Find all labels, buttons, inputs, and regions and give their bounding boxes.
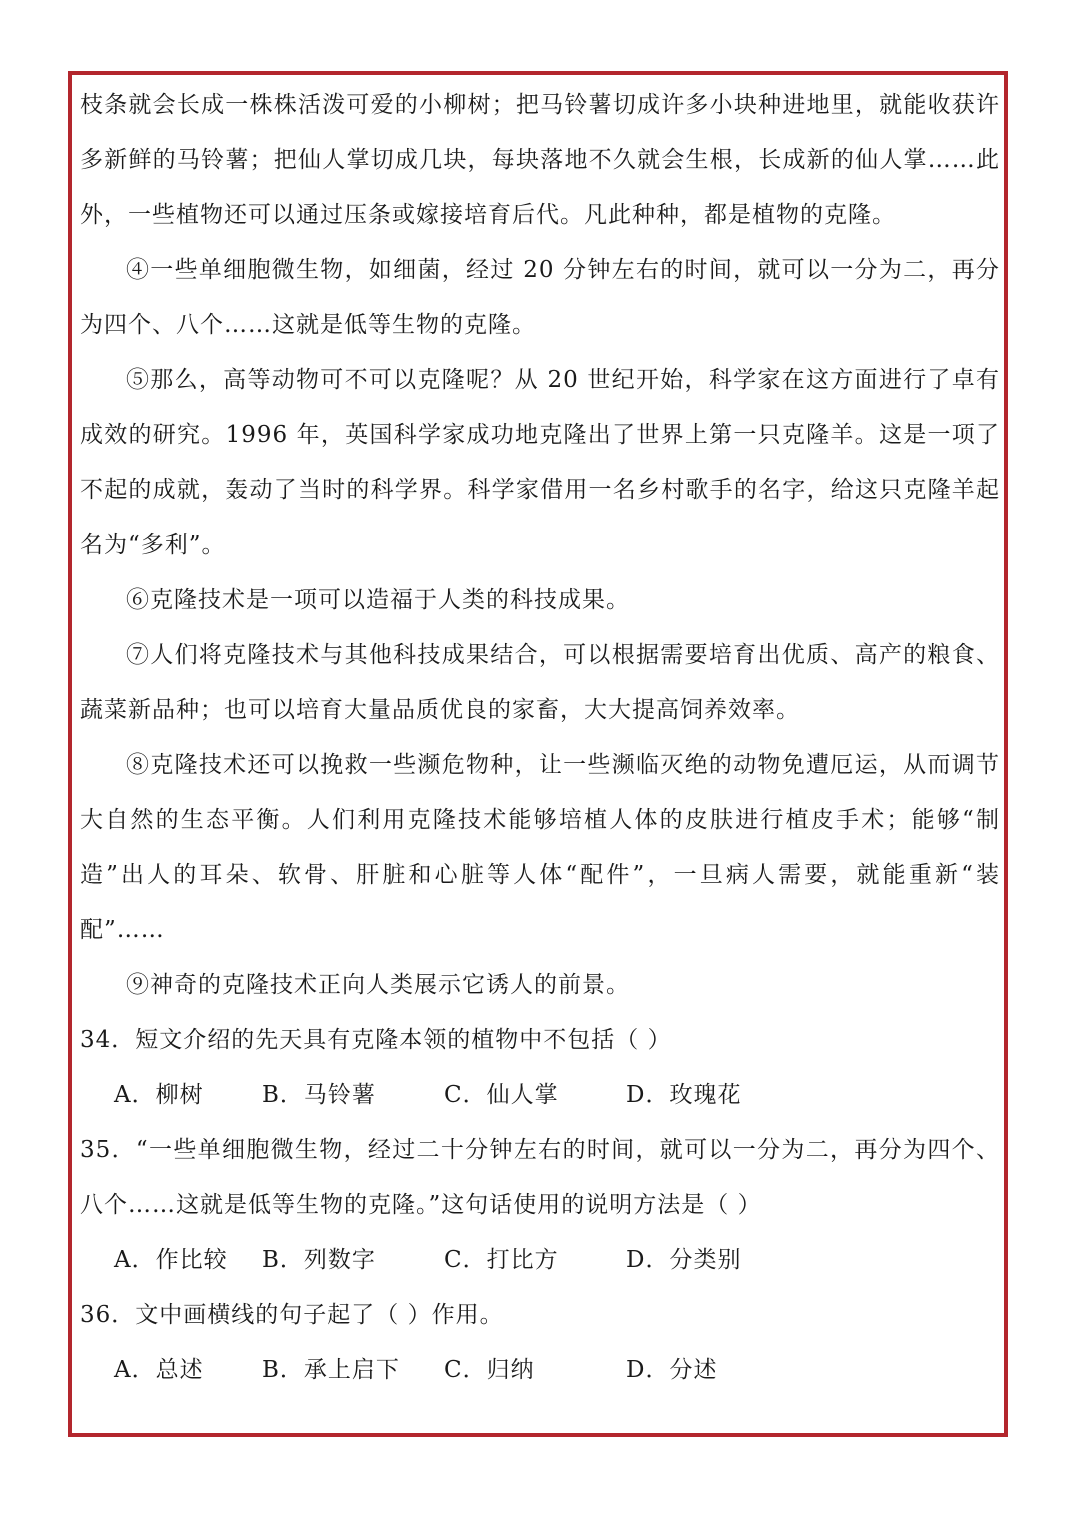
passage-paragraph-9: ⑨神奇的克隆技术正向人类展示它诱人的前景。 — [126, 972, 630, 998]
passage-paragraph-continued: 枝条就会长成一株株活泼可爱的小柳树；把马铃薯切成许多小块种进地里，就能收获许多新鲜的马铃薯；把仙人掌切成几块，每块落地不久就会生根，长成新的仙人掌……此外，一些植物还可以通过压条或嫁接培育后代。凡此种种，都是植物的克隆。 — [80, 92, 1000, 228]
passage-paragraph-8: ⑧克隆技术还可以挽救一些濒危物种，让一些濒临灭绝的动物免遭厄运，从而调节大自然的生态平衡。人们利用克隆技术能够培植人体的皮肤进行植皮手术；能够“制造”出人的耳朵、软骨、肝脏和心脏等人体“配件”，一旦病人需要，就能重新“装配”…… — [80, 752, 1000, 943]
question-35-options — [80, 1233, 1000, 1288]
question-34-option-d: D．玫瑰花 — [626, 1082, 742, 1108]
question-35-option-a: A．作比较 — [114, 1247, 228, 1273]
document-body — [80, 78, 1000, 1398]
question-34-option-a: A．柳树 — [114, 1082, 204, 1108]
question-36-option-a: A．总述 — [114, 1357, 204, 1383]
passage-paragraph-4: ④一些单细胞微生物，如细菌，经过 20 分钟左右的时间，就可以一分为二，再分为四个、八个……这就是低等生物的克隆。 — [80, 257, 1000, 338]
passage-paragraph-7: ⑦人们将克隆技术与其他科技成果结合，可以根据需要培育出优质、高产的粮食、蔬菜新品种；也可以培育大量品质优良的家畜，大大提高饲养效率。 — [80, 642, 1000, 723]
question-36-stem: 36．文中画横线的句子起了（ ）作用。 — [80, 1302, 504, 1328]
question-36-option-b: B．承上启下 — [262, 1357, 400, 1383]
question-34-stem: 34．短文介绍的先天具有克隆本领的植物中不包括（ ） — [80, 1027, 672, 1053]
question-35-option-b: B．列数字 — [262, 1247, 376, 1273]
question-34-options — [80, 1068, 1000, 1123]
question-36-option-c: C．归纳 — [444, 1357, 535, 1383]
question-35-stem: 35．“一些单细胞微生物，经过二十分钟左右的时间，就可以一分为二，再分为四个、八个……这就是低等生物的克隆。”这句话使用的说明方法是（ ） — [80, 1137, 1000, 1218]
question-36-options — [80, 1343, 1000, 1398]
passage-paragraph-6: ⑥克隆技术是一项可以造福于人类的科技成果。 — [126, 587, 630, 613]
question-36-option-d: D．分述 — [626, 1357, 718, 1383]
question-34-option-b: B．马铃薯 — [262, 1082, 376, 1108]
question-35-option-c: C．打比方 — [444, 1247, 559, 1273]
question-34-option-c: C．仙人掌 — [444, 1082, 559, 1108]
passage-paragraph-5: ⑤那么，高等动物可不可以克隆呢？从 20 世纪开始，科学家在这方面进行了卓有成效的研究。1996 年，英国科学家成功地克隆出了世界上第一只克隆羊。这是一项了不起的成就，轰动了当时的科学界。科学家借用一名乡村歌手的名字，给这只克隆羊起名为“多利”。 — [80, 367, 1000, 558]
question-35-option-d: D．分类别 — [626, 1247, 742, 1273]
